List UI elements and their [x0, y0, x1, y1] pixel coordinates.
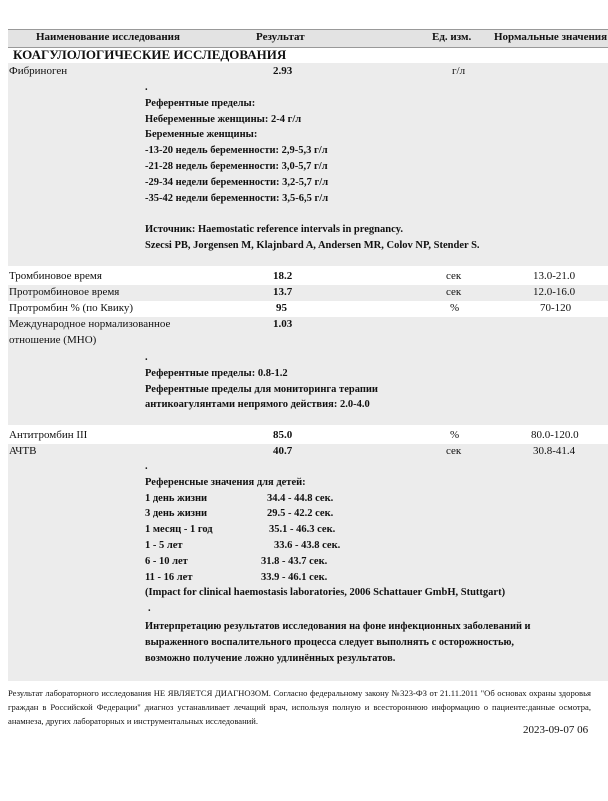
- table-row-prothrombin-quick: [8, 301, 608, 317]
- test-name: Фибриноген: [9, 65, 68, 77]
- note-dot: .: [145, 352, 148, 363]
- age-label: 3 день жизни: [145, 508, 208, 520]
- note-dot: .: [145, 461, 148, 472]
- test-normal: 12.0-16.0: [533, 286, 576, 298]
- test-normal: 70-120: [540, 302, 572, 314]
- aptt-note: [145, 459, 531, 666]
- test-value: 40.7: [273, 445, 293, 457]
- note-line: Референсные значения для детей:: [145, 476, 306, 488]
- age-range: 29.5 - 42.2 сек.: [267, 508, 334, 520]
- children-ref-row: [145, 570, 531, 586]
- age-range: 35.1 - 46.3 сек.: [269, 524, 336, 536]
- test-name: АЧТВ: [9, 445, 37, 457]
- section-title: КОАГУЛОЛОГИЧЕСКИЕ ИССЛЕДОВАНИЯ: [13, 47, 287, 62]
- age-label: 1 день жизни: [145, 492, 208, 504]
- disclaimer-text: Результат лабораторного исследования НЕ ЯВЛЯЕТСЯ ДИАГНОЗОМ. Согласно федеральному закону №323-ФЗ от 21.11.2011 "Об основах охраны здоровья граждан в Российской Федерации" диагноз устанавливает лечащий врач, используя полную и всестороннюю информацию о пациенте:данные осмотра, анамнеза, других лабораторных и инструментальных исследований.: [8, 688, 591, 726]
- inr-note: [145, 350, 378, 413]
- table-row-inr: [8, 317, 608, 351]
- test-normal: 13.0-21.0: [533, 270, 576, 282]
- interpretation-line: возможно получение ложно удлинённых результатов.: [145, 652, 396, 664]
- interpretation-line: выраженного воспалительного процесса следует выполнять с осторожностью,: [145, 636, 514, 648]
- citation-line: (Impact for clinical haemostasis laboratories, 2006 Schattauer GmbH, Stuttgart): [145, 587, 506, 599]
- table-row-thrombin-time: [8, 269, 608, 285]
- test-unit: сек: [446, 286, 462, 298]
- test-unit: %: [450, 302, 460, 314]
- test-value: 13.7: [273, 286, 293, 298]
- note-line: -29-34 недели беременности: 3,2-5,7 г/л: [145, 176, 329, 188]
- test-unit: сек: [446, 270, 462, 282]
- test-name: Протромбин % (по Квику): [9, 302, 134, 314]
- test-name: Антитромбин III: [9, 429, 88, 441]
- test-name-cont: отношение (МНО): [9, 334, 97, 346]
- test-name: Протромбиновое время: [9, 286, 120, 298]
- note-line: -13-20 недель беременности: 2,9-5,3 г/л: [145, 145, 328, 157]
- test-normal: 30.8-41.4: [533, 445, 576, 457]
- source-line: Источник: Haemostatic reference intervals in pregnancy.: [145, 224, 404, 236]
- interpretation-line: Интерпретацию результатов исследования на фоне инфекционных заболеваний и: [145, 620, 531, 632]
- test-name: Международное нормализованное: [9, 318, 171, 330]
- header-result: Результат: [256, 31, 305, 43]
- note-line: Референтные пределы:: [145, 97, 256, 109]
- note-dot: .: [145, 82, 148, 93]
- table-row-fibrinogen: [8, 64, 608, 80]
- age-label: 1 месяц - 1 год: [145, 524, 213, 536]
- test-unit: г/л: [452, 65, 466, 77]
- test-normal: 80.0-120.0: [531, 429, 579, 441]
- header-name: Наименование исследования: [36, 31, 180, 43]
- note-line: Референтные пределы: 0.8-1.2: [145, 367, 288, 379]
- note-line: Небеременные женщины: 2-4 г/л: [145, 113, 302, 125]
- children-ref-row: [145, 554, 531, 570]
- note-line: Референтные пределы для мониторинга терапии: [145, 383, 378, 395]
- note-line: -21-28 недель беременности: 3,0-5,7 г/л: [145, 160, 328, 172]
- age-range: 33.9 - 46.1 сек.: [261, 571, 328, 583]
- test-unit: %: [450, 429, 460, 441]
- children-ref-row: [145, 522, 531, 538]
- age-range: 33.6 - 43.8 сек.: [274, 539, 341, 551]
- test-value: 18.2: [273, 270, 293, 282]
- header-unit: Ед. изм.: [432, 31, 472, 43]
- test-name: Тромбиновое время: [9, 270, 102, 282]
- children-ref-row: [145, 491, 531, 507]
- children-ref-row: [145, 506, 531, 522]
- note-dot: .: [148, 603, 151, 615]
- source-line: Szecsi PB, Jorgensen M, Klajnbard A, Andersen MR, Colov NP, Stender S.: [145, 240, 480, 252]
- note-line: Беременные женщины:: [145, 129, 258, 141]
- note-line: -35-42 недели беременности: 3,5-6,5 г/л: [145, 192, 329, 204]
- age-range: 34.4 - 44.8 сек.: [267, 492, 334, 504]
- children-ref-row: [145, 538, 531, 554]
- header-normal: Нормальные значения: [494, 31, 608, 43]
- table-row-prothrombin-time: [8, 285, 608, 301]
- test-value: 1.03: [273, 318, 293, 330]
- note-line: антикоагулянтами непрямого действия: 2.0-4.0: [145, 399, 370, 411]
- age-label: 11 - 16 лет: [145, 571, 193, 583]
- table-row-antithrombin: [8, 428, 608, 444]
- test-unit: сек: [446, 445, 462, 457]
- table-header: [8, 29, 608, 48]
- test-value: 2.93: [273, 65, 293, 77]
- age-label: 6 - 10 лет: [145, 555, 188, 567]
- table-row-aptt: [8, 444, 608, 460]
- report-timestamp: 2023-09-07 06: [523, 724, 589, 736]
- fibrinogen-note: [145, 80, 480, 254]
- test-value: 85.0: [273, 429, 293, 441]
- test-value: 95: [276, 302, 287, 314]
- age-label: 1 - 5 лет: [145, 539, 183, 551]
- age-range: 31.8 - 43.7 сек.: [261, 555, 328, 567]
